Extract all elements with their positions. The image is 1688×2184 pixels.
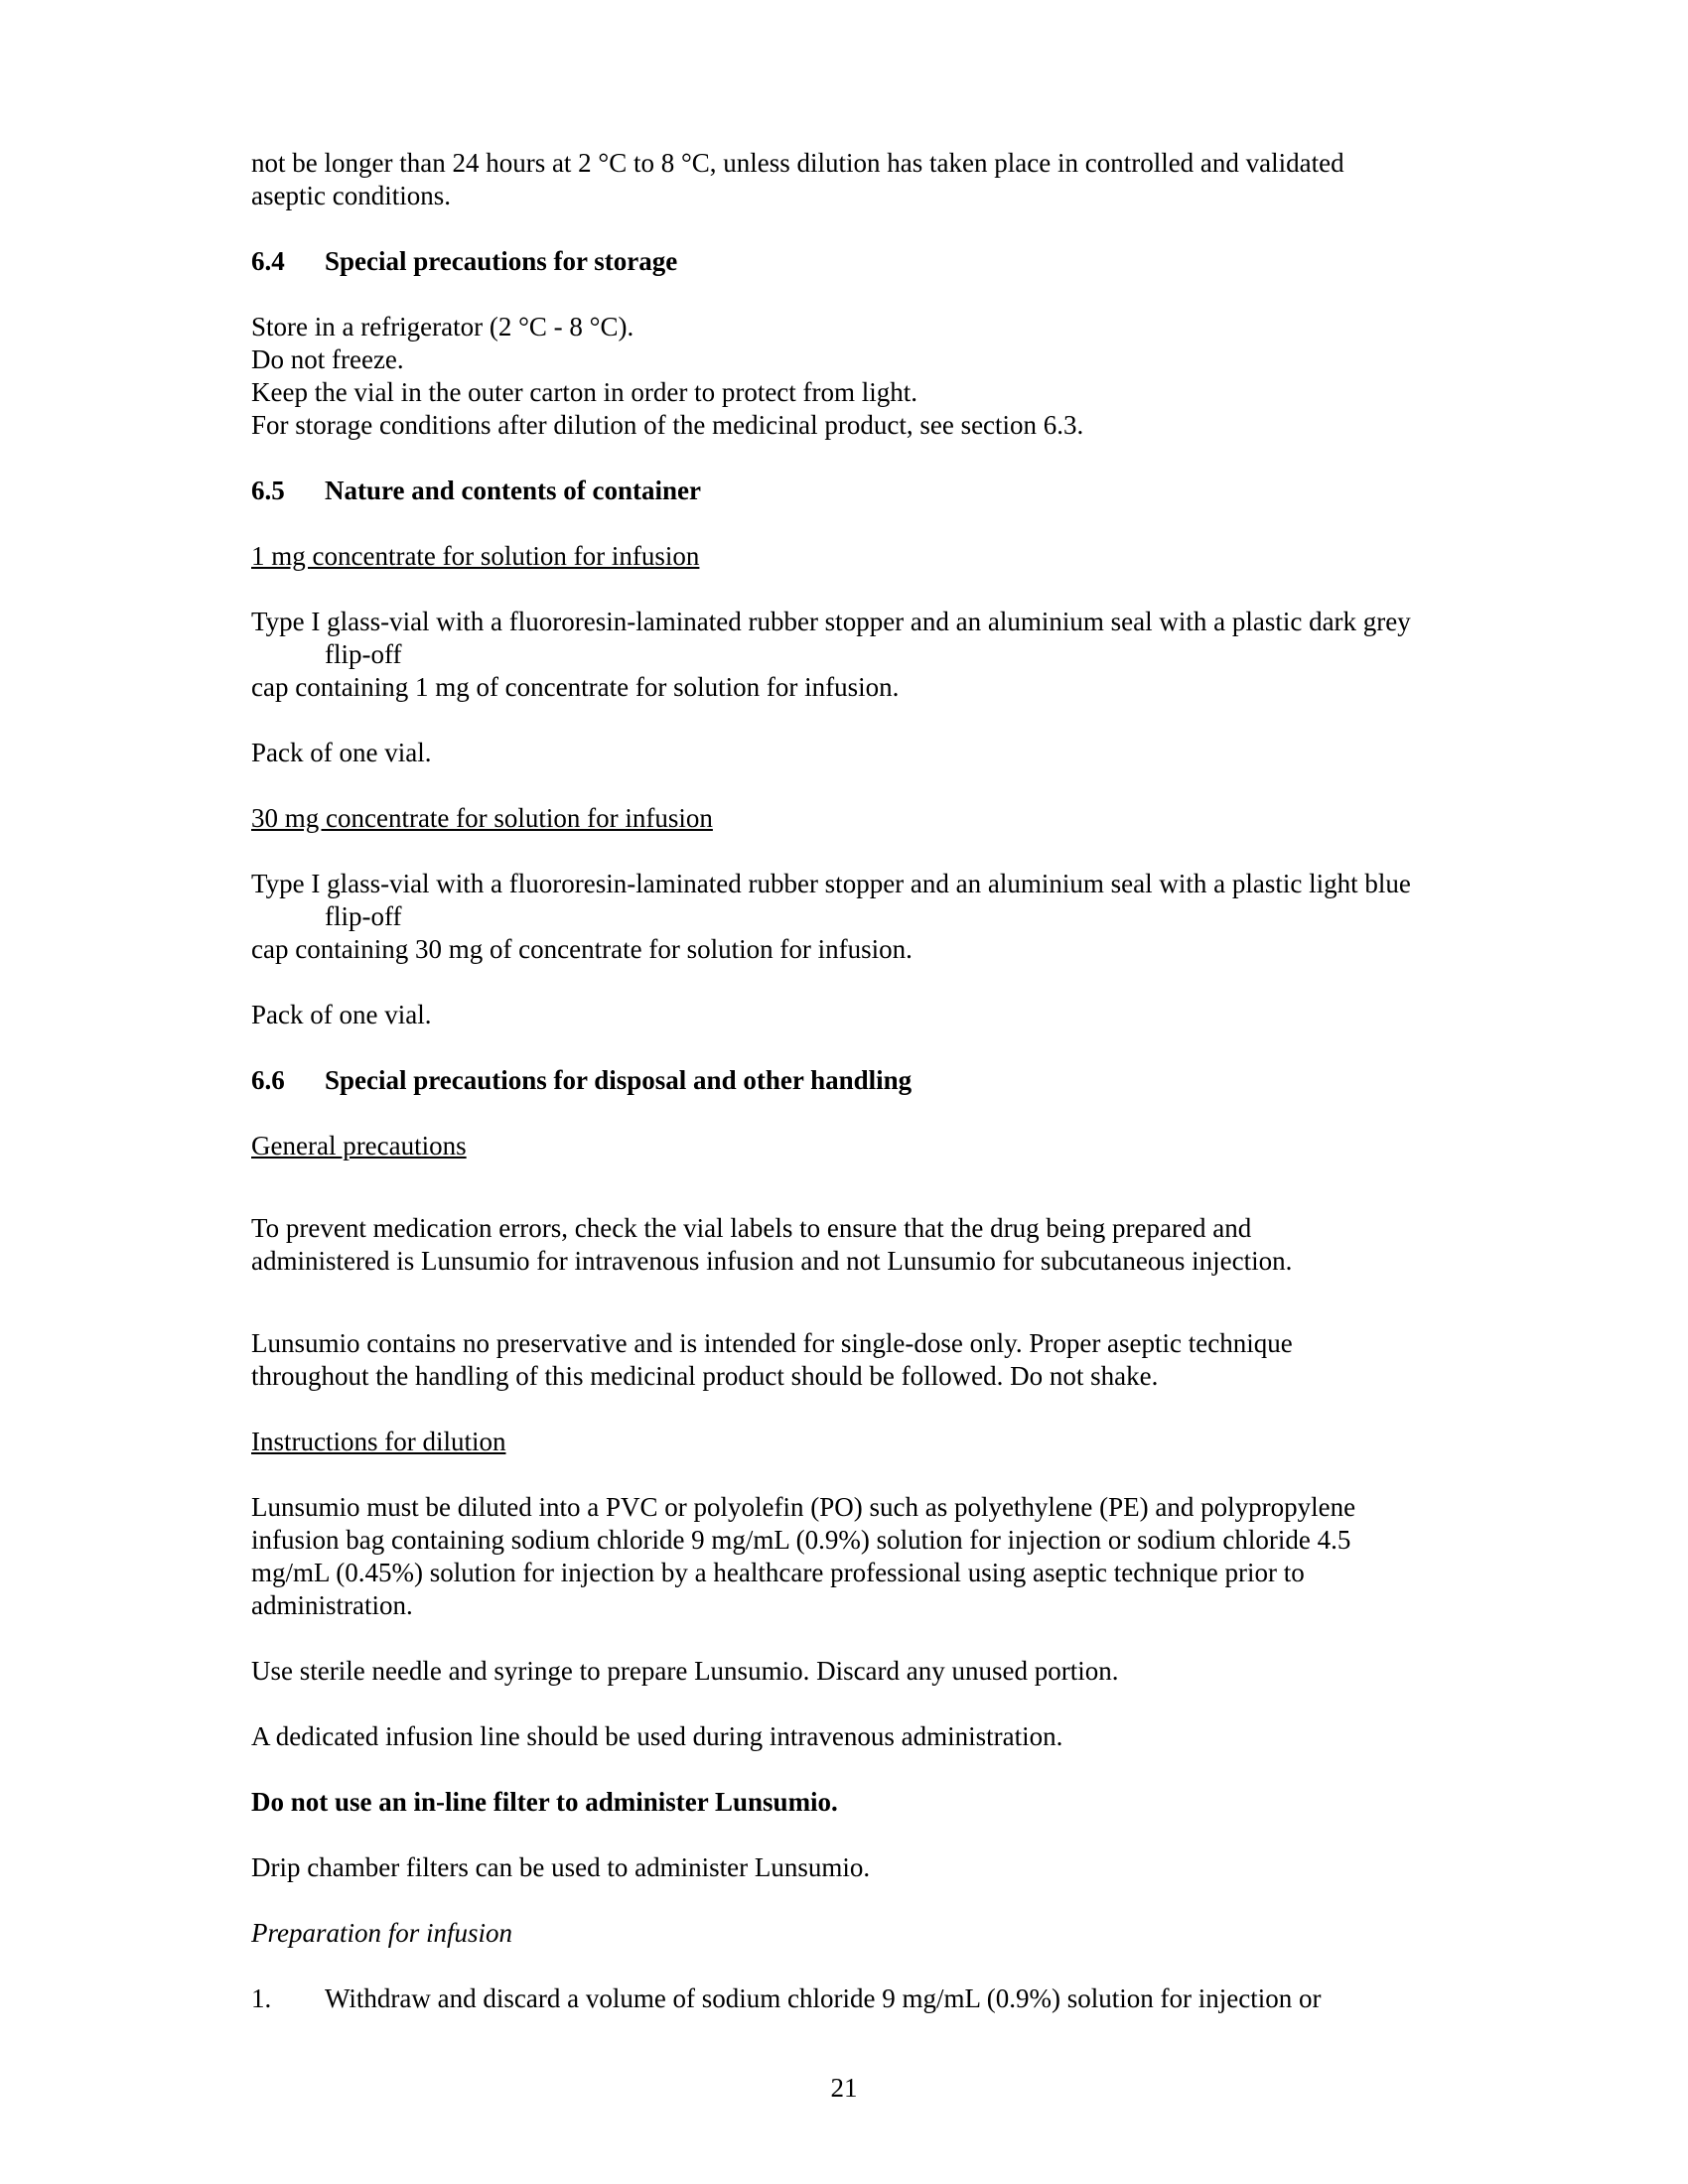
pack-30mg: Pack of one vial. xyxy=(251,1000,432,1029)
general-p2-line-2: throughout the handling of this medicinal product should be followed. Do not shake. xyxy=(251,1361,1159,1391)
section-title: Special precautions for disposal and other handling xyxy=(325,1065,913,1095)
subheading-1mg: 1 mg concentrate for solution for infusion xyxy=(251,541,700,571)
list-item xyxy=(251,1982,1443,2015)
intro-line-2: aseptic conditions. xyxy=(251,181,451,210)
section-number: 6.6 xyxy=(251,1065,285,1095)
section-6-4-heading xyxy=(251,245,1443,278)
subheading-dilution: Instructions for dilution xyxy=(251,1427,506,1456)
document-page xyxy=(251,147,1443,2015)
section-6-5-heading xyxy=(251,475,1443,507)
dilution-p1-line-1: Lunsumio must be diluted into a PVC or polyolefin (PO) such as polyethylene (PE) and polypropylene xyxy=(251,1492,1356,1522)
storage-line-4: For storage conditions after dilution of the medicinal product, see section 6.3. xyxy=(251,410,1084,440)
subheading-general-precautions: General precautions xyxy=(251,1131,467,1160)
general-p2-line-1: Lunsumio contains no preservative and is intended for single-dose only. Proper aseptic technique xyxy=(251,1328,1293,1358)
storage-line-1: Store in a refrigerator (2 °C - 8 °C). xyxy=(251,312,634,341)
page-number: 21 xyxy=(830,2073,858,2103)
section-title: Special precautions for storage xyxy=(325,246,678,276)
general-p1-line-2: administered is Lunsumio for intravenous infusion and not Lunsumio for subcutaneous injection. xyxy=(251,1246,1293,1276)
section-title: Nature and contents of container xyxy=(325,476,701,505)
dilution-p1-line-4: administration. xyxy=(251,1590,413,1620)
subheading-30mg: 30 mg concentrate for solution for infusion xyxy=(251,803,713,833)
list-text: Withdraw and discard a volume of sodium chloride 9 mg/mL (0.9%) solution for injection or xyxy=(325,1983,1322,2013)
general-p1-line-1: To prevent medication errors, check the vial labels to ensure that the drug being prepared and xyxy=(251,1213,1252,1243)
section-number: 6.4 xyxy=(251,246,285,276)
dilution-p1-line-3: mg/mL (0.45%) solution for injection by a healthcare professional using aseptic technique prior to xyxy=(251,1558,1305,1587)
intro-line-1: not be longer than 24 hours at 2 °C to 8 °C, unless dilution has taken place in controlled and validated xyxy=(251,148,1344,178)
list-number: 1. xyxy=(251,1983,272,2013)
container-1mg-desc: Type I glass-vial with a fluororesin-laminated rubber stopper and an aluminium seal with a plastic dark grey flip-off xyxy=(251,607,1411,669)
container-30mg-desc: Type I glass-vial with a fluororesin-laminated rubber stopper and an aluminium seal with a plastic light blue flip-off xyxy=(251,869,1411,931)
dilution-p1-line-2: infusion bag containing sodium chloride 9 mg/mL (0.9%) solution for injection or sodium chloride 4.5 xyxy=(251,1525,1351,1555)
subheading-preparation: Preparation for infusion xyxy=(251,1918,513,1948)
section-number: 6.5 xyxy=(251,476,285,505)
dilution-p3: A dedicated infusion line should be used during intravenous administration. xyxy=(251,1721,1063,1751)
storage-line-3: Keep the vial in the outer carton in order to protect from light. xyxy=(251,377,918,407)
pack-1mg: Pack of one vial. xyxy=(251,738,432,767)
dilution-p4: Drip chamber filters can be used to administer Lunsumio. xyxy=(251,1852,871,1882)
dilution-warning: Do not use an in-line filter to administer Lunsumio. xyxy=(251,1787,838,1817)
storage-line-2: Do not freeze. xyxy=(251,344,404,374)
container-30mg-cap: cap containing 30 mg of concentrate for solution for infusion. xyxy=(251,934,913,964)
section-6-6-heading xyxy=(251,1064,1443,1097)
dilution-p2: Use sterile needle and syringe to prepare Lunsumio. Discard any unused portion. xyxy=(251,1656,1119,1686)
container-1mg-cap: cap containing 1 mg of concentrate for solution for infusion. xyxy=(251,672,900,702)
